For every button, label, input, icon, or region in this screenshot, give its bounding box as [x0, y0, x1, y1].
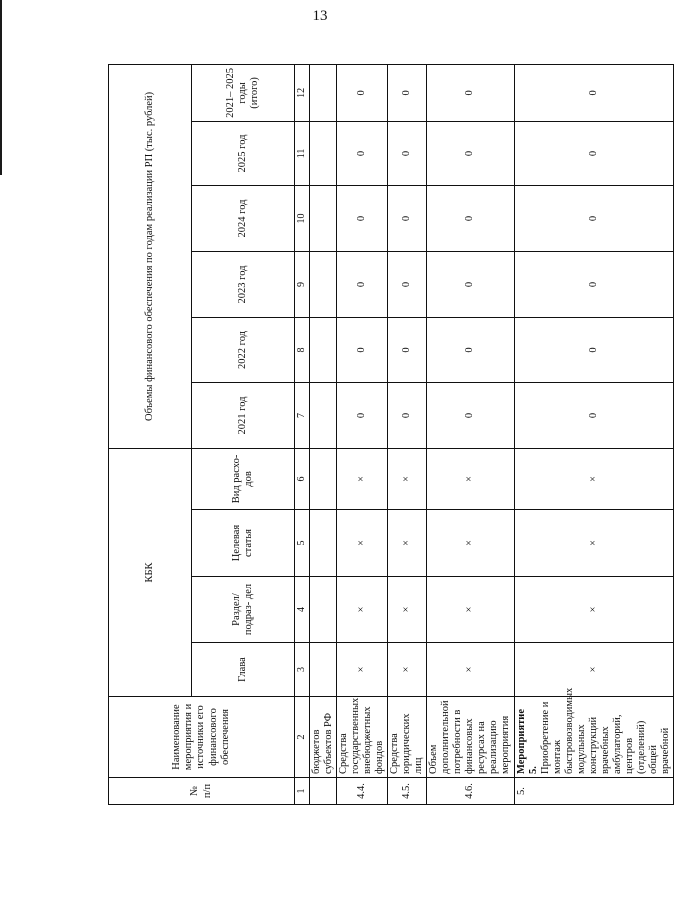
- kbk-cell: ×: [336, 643, 387, 697]
- value-cell: [309, 64, 336, 121]
- kbk-cell: ×: [336, 510, 387, 577]
- value-cell: 0: [387, 251, 426, 317]
- table-row: [387, 64, 426, 804]
- kbk-cell: [309, 643, 336, 697]
- value-cell: [309, 317, 336, 382]
- col-index: 6: [295, 448, 310, 509]
- kbk-cell: ×: [427, 510, 514, 577]
- value-cell: 0: [387, 185, 426, 251]
- value-cell: 0: [514, 382, 674, 448]
- row-num: 4.5.: [387, 778, 426, 805]
- header-year: 2022 год: [192, 317, 295, 382]
- kbk-cell: [309, 510, 336, 577]
- kbk-cell: ×: [387, 643, 426, 697]
- col-index: 3: [295, 643, 310, 697]
- row-name: Средства государственных внебюджетных фондов: [336, 697, 387, 778]
- kbk-cell: ×: [336, 577, 387, 643]
- measure-text: Приобретение и монтаж быстровозводимых модульных конструкций врачебных амбулаторий, центров (отделений) общей врачебной: [539, 687, 672, 774]
- value-cell: 0: [387, 317, 426, 382]
- table-row: [427, 64, 514, 804]
- value-cell: 0: [514, 251, 674, 317]
- value-cell: 0: [427, 382, 514, 448]
- financing-table: [108, 64, 674, 805]
- value-cell: 0: [514, 185, 674, 251]
- value-cell: 0: [427, 251, 514, 317]
- value-cell: 0: [336, 251, 387, 317]
- kbk-cell: ×: [336, 448, 387, 509]
- kbk-cell: ×: [387, 510, 426, 577]
- kbk-cell: [309, 448, 336, 509]
- col-index: 8: [295, 317, 310, 382]
- value-cell: 0: [427, 317, 514, 382]
- col-index: 9: [295, 251, 310, 317]
- kbk-cell: ×: [427, 577, 514, 643]
- col-index: 2: [295, 697, 310, 778]
- value-cell: 0: [336, 64, 387, 121]
- row-num: [309, 778, 336, 805]
- row-name: [514, 687, 674, 778]
- kbk-cell: ×: [427, 643, 514, 697]
- header-num: № п/п: [109, 778, 295, 805]
- value-cell: [309, 251, 336, 317]
- row-name: Средства юридических лиц: [387, 697, 426, 778]
- value-cell: 0: [427, 185, 514, 251]
- value-cell: 0: [427, 121, 514, 185]
- header-year: 2021 год: [192, 382, 295, 448]
- page-number: 13: [312, 8, 328, 24]
- table-row: [336, 64, 387, 804]
- kbk-cell: ×: [387, 577, 426, 643]
- value-cell: [309, 185, 336, 251]
- measure-title: Мероприятие 5.: [515, 708, 539, 774]
- row-name: Объем дополнительной потребности в финансовых ресурсах на реализацию мероприятия: [427, 697, 514, 778]
- header-year: 2023 год: [192, 251, 295, 317]
- value-cell: [309, 382, 336, 448]
- col-index: 12: [295, 64, 310, 121]
- kbk-cell: ×: [514, 643, 674, 697]
- value-cell: 0: [427, 64, 514, 121]
- value-cell: 0: [514, 64, 674, 121]
- value-cell: [309, 121, 336, 185]
- value-cell: 0: [387, 382, 426, 448]
- col-index: 1: [295, 778, 310, 805]
- col-index: 5: [295, 510, 310, 577]
- header-year-total: 2021– 2025 годы (итого): [192, 64, 295, 121]
- value-cell: 0: [514, 121, 674, 185]
- header-year: 2024 год: [192, 185, 295, 251]
- kbk-cell: ×: [427, 448, 514, 509]
- kbk-cell: ×: [514, 577, 674, 643]
- value-cell: 0: [336, 317, 387, 382]
- kbk-cell: [309, 577, 336, 643]
- col-index: 10: [295, 185, 310, 251]
- table-row: [309, 64, 336, 804]
- col-index: 11: [295, 121, 310, 185]
- table-row: [514, 64, 674, 804]
- header-kbk-vid: Вид расхо- дов: [192, 448, 295, 509]
- header-kbk-razdel: Раздел/ подраз- дел: [192, 577, 295, 643]
- scan-edge-mark: [0, 0, 2, 175]
- value-cell: 0: [336, 121, 387, 185]
- value-cell: 0: [336, 185, 387, 251]
- header-volumes: Объемы финансового обеспечения по годам реализации РП (тыс. рублей): [109, 64, 192, 448]
- kbk-cell: ×: [514, 510, 674, 577]
- header-kbk: КБК: [109, 448, 192, 696]
- value-cell: 0: [514, 317, 674, 382]
- row-num: 5.: [514, 778, 674, 805]
- col-index: 7: [295, 382, 310, 448]
- header-kbk-glava: Глава: [192, 643, 295, 697]
- value-cell: 0: [387, 64, 426, 121]
- row-num: 4.4.: [336, 778, 387, 805]
- header-name: Наименование мероприятия и источники его финансового обеспечения: [109, 697, 295, 778]
- value-cell: 0: [387, 121, 426, 185]
- row-num: 4.6.: [427, 778, 514, 805]
- kbk-cell: ×: [514, 448, 674, 509]
- header-year: 2025 год: [192, 121, 295, 185]
- header-kbk-statya: Целевая статья: [192, 510, 295, 577]
- value-cell: 0: [336, 382, 387, 448]
- column-index-row: [295, 64, 310, 804]
- col-index: 4: [295, 577, 310, 643]
- row-name: бюджетов субъектов РФ: [309, 697, 336, 778]
- kbk-cell: ×: [387, 448, 426, 509]
- rotated-table-frame: [108, 65, 672, 805]
